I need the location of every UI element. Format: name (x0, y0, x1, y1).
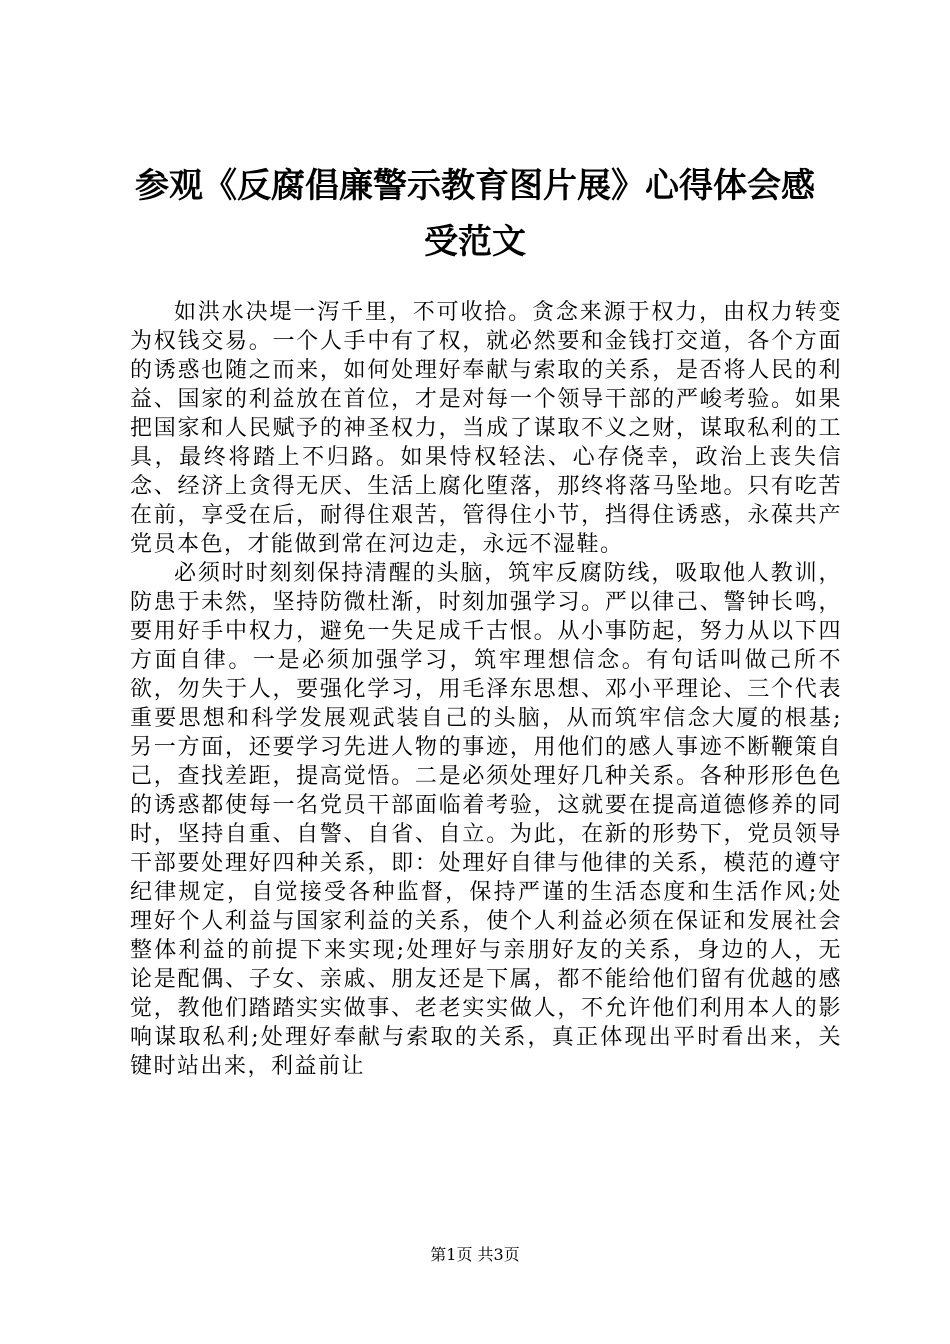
document-title-line-1: 参观《反腐倡廉警示教育图片展》心得体会感 (135, 166, 815, 206)
page-number-footer: 第1页 共3页 (430, 1245, 520, 1264)
paragraph-1: 如洪水决堤一泻千里，不可收拾。贪念来源于权力，由权力转变为权钱交易。一个人手中有了权，就必然要和金钱打交道，各个方面的诱惑也随之而来，如何处理好奉献与索取的关系，是否将人民的利益、国家的利益放在首位，才是对每一个领导干部的严峻考验。如果把国家和人民赋予的神圣权力，当成了谋取不义之财，谋取私利的工具，最终将踏上不归路。如果恃权轻法、心存侥幸，政治上丧失信念、经济上贪得无厌、生活上腐化堕落，那终将落马坠地。只有吃苦在前，享受在后，耐得住艰苦，管得住小节，挡得住诱惑，永葆共产党员本色，才能做到常在河边走，永远不湿鞋。 (130, 300, 842, 557)
paragraph-2: 必须时时刻刻保持清醒的头脑，筑牢反腐防线，吸取他人教训，防患于未然，坚持防微杜渐，时刻加强学习。严以律己、警钟长鸣，要用好手中权力，避免一失足成千古恨。从小事防起，努力从以下四方面自律。一是必须加强学习，筑牢理想信念。有句话叫做己所不欲，勿失于人，要强化学习，用毛泽东思想、邓小平理论、三个代表重要思想和科学发展观武装自己的头脑，从而筑牢信念大厦的根基;另一方面，还要学习先进人物的事迹，用他们的感人事迹不断鞭策自己，查找差距，提高觉悟。二是必须处理好几种关系。各种形形色色的诱惑都使每一名党员干部面临着考验，这就要在提高道德修养的同时，坚持自重、自警、自省、自立。为此，在新的形势下，党员领导干部要处理好四种关系，即：处理好自律与他律的关系，模范的遵守纪律规定，自觉接受各种监督，保持严谨的生活态度和生活作风;处理好个人利益与国家利益的关系，使个人利益必须在保证和发展社会整体利益的前提下来实现;处理好与亲朋好友的关系，身边的人，无论是配偶、子女、亲戚、朋友还是下属，都不能给他们留有优越的感觉，教他们踏踏实实做事、老老实实做人，不允许他们利用本人的影响谋取私利;处理好奉献与索取的关系，真正体现出平时看出来，关键时站出来，利益前让 (130, 561, 842, 1079)
document-body (130, 298, 842, 1081)
document-title-line-2: 受范文 (424, 222, 526, 262)
